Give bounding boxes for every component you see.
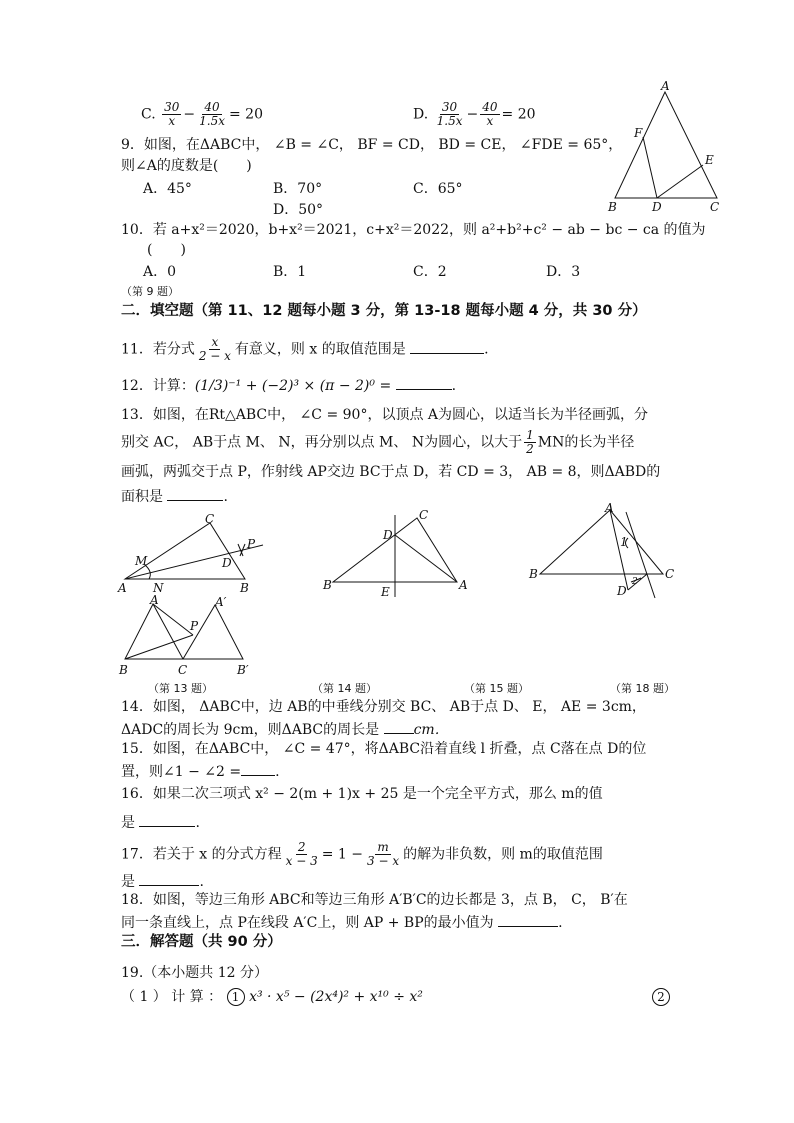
q9-figure bbox=[600, 80, 730, 215]
q9-figure-caption: （第 9 题） bbox=[121, 285, 179, 298]
section2-heading: 二．填空题（第 11、12 题每小题 3 分，第 13-18 题每小题 4 分，共 30 分） bbox=[121, 303, 647, 319]
q10-option-b: B．1 bbox=[273, 264, 307, 280]
q9-option-b: B．70° bbox=[273, 181, 323, 197]
label-n: N bbox=[153, 581, 164, 595]
label-d: D bbox=[383, 528, 393, 542]
label-d: D bbox=[652, 200, 662, 214]
q10-line1: 10．若 a+x²＝2020，b+x²＝2021，c+x²＝2022，则 a²+b²+c² − ab − bc − ca 的值为 bbox=[121, 222, 706, 238]
label-angle-1: 1 bbox=[620, 535, 628, 549]
q8-option-d: D. $\frac{30}{1.5x}$ − $\frac{40}{x}$ = 20 bbox=[413, 100, 536, 128]
q11-answer-blank[interactable] bbox=[410, 339, 484, 354]
label-a: A bbox=[150, 593, 159, 607]
segment-da bbox=[395, 535, 457, 582]
label-b: B bbox=[529, 567, 538, 581]
q9-option-d: D．50° bbox=[273, 202, 324, 218]
label-angle-2: 2 bbox=[632, 577, 638, 587]
label-d: D bbox=[617, 584, 627, 598]
folded-side-ad bbox=[610, 510, 628, 590]
q14-answer-blank[interactable] bbox=[384, 719, 414, 734]
q15-line2: 置，则∠1 − ∠2 = . bbox=[121, 761, 280, 781]
fig15-figure bbox=[525, 500, 685, 600]
q13-line1: 13．如图，在Rt△ABC中， ∠C = 90°，以顶点 A为圆心，以适当长为半径画弧，分 bbox=[121, 407, 649, 423]
label-c: C bbox=[205, 512, 215, 526]
label-b-prime: B′ bbox=[237, 663, 249, 677]
q16-line2: 是 . bbox=[121, 812, 200, 832]
label-b: B bbox=[323, 578, 332, 592]
q19-part1: （ 1 ） 计 算 ： 1 x³ · x⁵ − (2x⁴)² + x¹⁰ ÷ x² bbox=[121, 989, 423, 1005]
q9-line1: 9．如图，在ΔABC中， ∠B = ∠C， BF = CD， BD = CE， ∠FDE = 65°， bbox=[121, 137, 623, 153]
q13-line3: 画弧，两弧交于点 P，作射线 AP交边 BC于点 D，若 CD = 3， AB = 8，则ΔABD的 bbox=[121, 464, 661, 480]
label-m: M bbox=[135, 554, 148, 568]
q19-header: 19.（本小题共 12 分） bbox=[121, 965, 268, 981]
segment-fd bbox=[643, 137, 657, 198]
q9-option-c: C．65° bbox=[413, 181, 463, 197]
label-a: A bbox=[605, 501, 614, 515]
q13-answer-blank[interactable] bbox=[167, 486, 223, 501]
label-a: A bbox=[459, 578, 468, 592]
fig15-caption: （第 15 题） bbox=[464, 682, 529, 695]
q10-line2: ( ) bbox=[147, 242, 186, 258]
fig14-caption: （第 14 题） bbox=[312, 682, 377, 695]
q14-line2: ΔADC的周长为 9cm，则ΔABC的周长是 cm． bbox=[121, 719, 449, 739]
q8-option-c: C. $\frac{30}{x}$ − $\frac{40}{1.5x}$ = 20 bbox=[141, 100, 263, 128]
q15-answer-blank[interactable] bbox=[241, 761, 275, 776]
q13-line2: 别交 AC， AB于点 M、 N，再分别以点 M、 N为圆心，以大于 $\frac{1}{2}$ MN的长为半径 bbox=[121, 428, 635, 456]
fig18-caption: （第 18 题） bbox=[610, 682, 675, 695]
q12: 12．计算：(1/3)⁻¹ + (−2)³ × (π − 2)⁰ = . bbox=[121, 375, 456, 395]
label-d: D bbox=[222, 556, 232, 570]
q10-option-d: D．3 bbox=[546, 264, 581, 280]
q16-answer-blank[interactable] bbox=[139, 812, 195, 827]
q9-line2: 则∠A的度数是( ) bbox=[121, 158, 252, 174]
triangle-abc bbox=[615, 92, 717, 198]
q12-answer-blank[interactable] bbox=[396, 375, 452, 390]
label-b: B bbox=[119, 663, 128, 677]
label-c: C bbox=[665, 567, 675, 581]
section3-heading: 三．解答题（共 90 分） bbox=[121, 934, 282, 950]
q18-line2: 同一条直线上，点 P在线段 A′C上，则 AP + BP的最小值为 . bbox=[121, 912, 563, 932]
fig13-figure bbox=[115, 510, 275, 595]
label-f: F bbox=[634, 126, 643, 140]
fig14-figure bbox=[315, 505, 475, 600]
label-a: A bbox=[661, 80, 670, 93]
triangle-abc bbox=[125, 604, 183, 659]
label-c: C bbox=[419, 508, 429, 522]
triangle-abc bbox=[540, 510, 663, 574]
label-c: C bbox=[710, 200, 720, 214]
q17-answer-blank[interactable] bbox=[139, 871, 199, 886]
label-e: E bbox=[381, 585, 390, 599]
segment-de bbox=[657, 165, 703, 198]
q11: 11．若分式 $\frac{x}{2 - x}$ 有意义，则 x 的取值范围是 . bbox=[121, 335, 489, 363]
q10-option-c: C．2 bbox=[413, 264, 447, 280]
q18-line1: 18．如图，等边三角形 ABC和等边三角形 A′B′C的边长都是 3，点 B， C， B′在 bbox=[121, 892, 628, 908]
q14-line1: 14．如图， ΔABC中，边 AB的中垂线分别交 BC、 AB于点 D、 E， AE = 3cm， bbox=[121, 699, 646, 715]
q13-line4: 面积是 . bbox=[121, 486, 228, 506]
label-b: B bbox=[240, 581, 249, 595]
fig13-caption: （第 13 题） bbox=[148, 682, 213, 695]
segment-ap bbox=[153, 604, 193, 635]
q19-circle-1: 1 bbox=[227, 988, 245, 1006]
q19-circle-2-wrap bbox=[652, 988, 670, 1006]
q17-line1: 17．若关于 x 的分式方程 $\frac{2}{x - 3}$ = 1 − $\frac{m}{3 - x}$ 的解为非负数，则 m的取值范围 bbox=[121, 840, 603, 868]
q16-line1: 16．如果二次三项式 x² − 2(m + 1)x + 25 是一个完全平方式，那么 m的值 bbox=[121, 786, 603, 802]
q18-answer-blank[interactable] bbox=[498, 912, 558, 927]
q10-option-a: A．0 bbox=[143, 264, 177, 280]
label-a: A bbox=[118, 581, 127, 595]
q19-circle-2: 2 bbox=[652, 988, 670, 1006]
q17-line2: 是 . bbox=[121, 871, 204, 891]
triangle-abc bbox=[125, 523, 245, 579]
label-a-prime: A′ bbox=[215, 595, 227, 609]
label-c: C bbox=[178, 663, 188, 677]
q15-line1: 15．如图，在ΔABC中， ∠C = 47°，将ΔABC沿着直线 l 折叠，点 C落在点 D的位 bbox=[121, 741, 647, 757]
fig18-figure bbox=[115, 592, 265, 682]
label-p: P bbox=[247, 537, 256, 551]
q9-option-a: A．45° bbox=[143, 181, 192, 197]
label-e: E bbox=[705, 153, 714, 167]
label-p: P bbox=[190, 619, 199, 633]
fold-line-l bbox=[626, 512, 655, 598]
label-b: B bbox=[608, 200, 617, 214]
